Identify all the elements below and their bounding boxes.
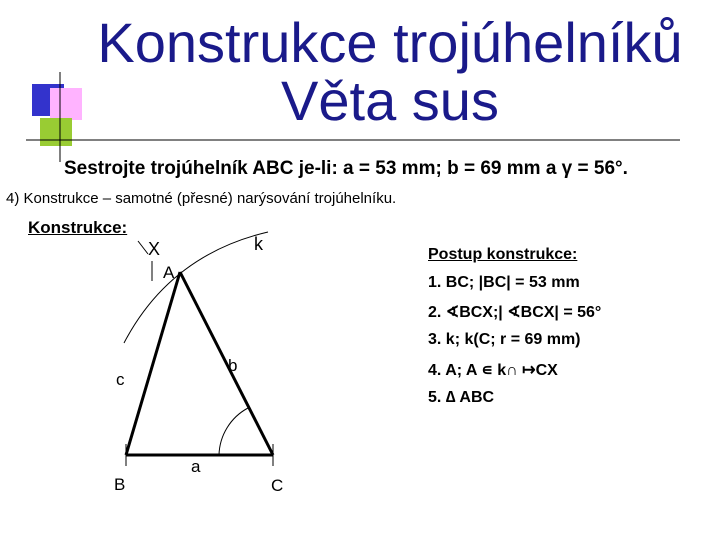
angle-arc-c xyxy=(219,408,248,455)
side-b-line xyxy=(180,272,273,455)
circle-arc-k xyxy=(124,232,268,343)
procedure-step-3: 3. k; k(C; r = 69 mm) xyxy=(428,331,581,348)
procedure-step-2: 2. ∢BCX;| ∢BCX| = 56° xyxy=(428,304,602,321)
label-x: X xyxy=(148,239,161,259)
label-c-side: c xyxy=(116,370,125,389)
title-line-1: Konstrukce trojúhelníků xyxy=(97,11,683,74)
construction-label: Konstrukce: xyxy=(28,218,128,237)
label-a-point: A xyxy=(163,263,175,282)
label-b-point: B xyxy=(114,475,126,494)
step-4-description: 4) Konstrukce – samotné (přesné) narýsování trojúhelníku. xyxy=(6,190,397,207)
label-b-side: b xyxy=(228,356,238,375)
label-a-side: a xyxy=(191,457,201,476)
label-k: k xyxy=(254,234,263,254)
task-statement: Sestrojte trojúhelník ABC je-li: a = 53 mm; b = 69 mm a γ = 56°. xyxy=(64,158,628,179)
procedure-step-5: 5. ∆ ABC xyxy=(428,389,495,406)
tick-mark-x xyxy=(138,241,148,254)
procedure-step-1: 1. BC; |BC| = 53 mm xyxy=(428,274,580,291)
label-c-point: C xyxy=(271,476,284,495)
procedure-step-4: 4. A; A ∊ k∩ ↦CX xyxy=(428,362,558,379)
procedure-title: Postup konstrukce: xyxy=(428,246,578,263)
title-line-2: Věta sus xyxy=(281,69,499,132)
